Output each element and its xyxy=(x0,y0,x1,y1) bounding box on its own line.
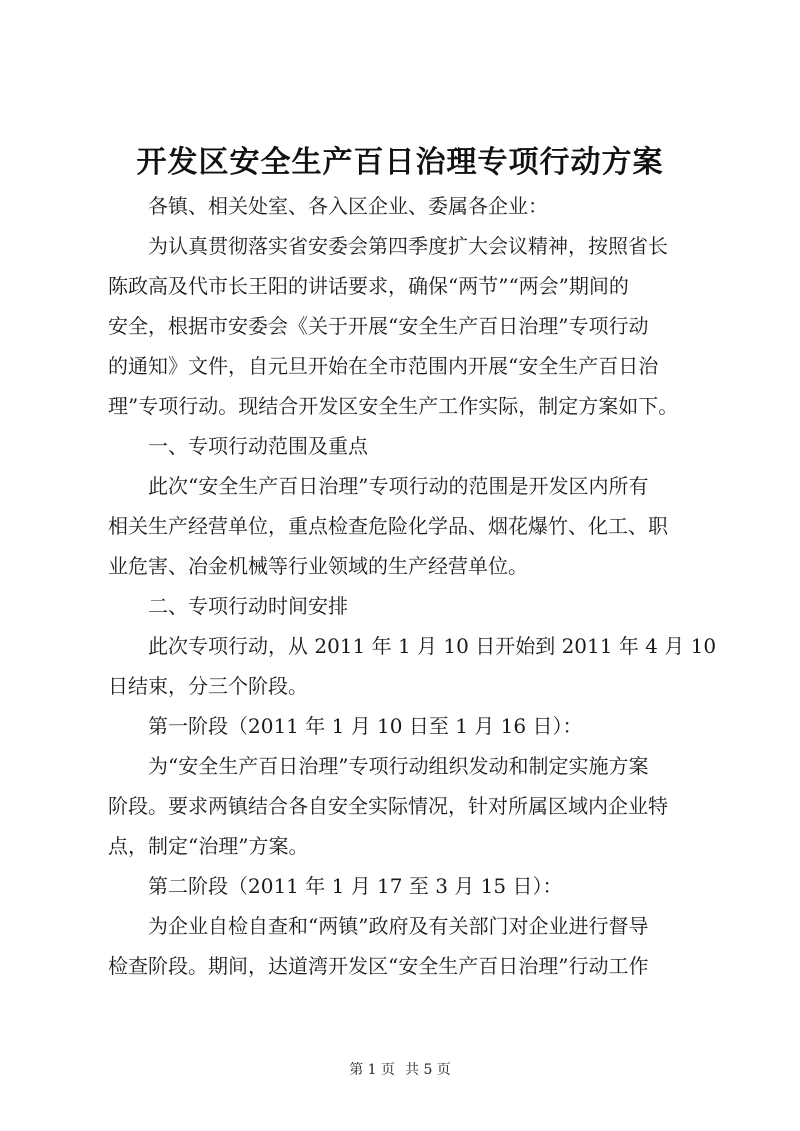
body-line: 二、专项行动时间安排 xyxy=(148,594,348,618)
body-line: 一、专项行动范围及重点 xyxy=(148,434,368,458)
body-line: 各镇、相关处室、各入区企业、委属各企业： xyxy=(148,194,548,218)
body-line: 此次“安全生产百日治理”专项行动的范围是开发区内所有 xyxy=(148,474,649,498)
body-line: 安全，根据市安委会《关于开展“安全生产百日治理”专项行动 xyxy=(108,314,649,338)
body-line: 阶段。要求两镇结合各自安全实际情况，针对所属区域内企业特 xyxy=(108,794,668,818)
body-line: 检查阶段。期间，达道湾开发区“安全生产百日治理”行动工作 xyxy=(108,954,649,978)
page-number: 第 1 页 xyxy=(349,1062,395,1078)
body-line: 第二阶段（2011 年 1 月 17 至 3 月 15 日）： xyxy=(148,874,563,898)
body-line: 为企业自检自查和“两镇”政府及有关部门对企业进行督导 xyxy=(148,914,649,938)
document-title: 开发区安全生产百日治理专项行动方案 xyxy=(136,145,664,180)
body-line: 点，制定“治理”方案。 xyxy=(108,834,309,858)
document-body xyxy=(108,186,717,986)
body-line: 的通知》文件，自元旦开始在全市范围内开展“安全生产百日治 xyxy=(108,354,659,378)
body-line: 理”专项行动。现结合开发区安全生产工作实际，制定方案如下。 xyxy=(108,394,679,418)
page-total: 共 5 页 xyxy=(405,1062,451,1078)
body-line: 相关生产经营单位，重点检查危险化学品、烟花爆竹、化工、职 xyxy=(108,514,668,538)
body-line: 此次专项行动，从 2011 年 1 月 10 日开始到 2011 年 4 月 10 xyxy=(148,634,717,658)
body-line: 业危害、冶金机械等行业领域的生产经营单位。 xyxy=(108,554,528,578)
body-line: 陈政高及代市长王阳的讲话要求，确保“两节”“两会”期间的 xyxy=(108,274,629,298)
page-footer xyxy=(0,1060,800,1080)
body-line: 为认真贯彻落实省安委会第四季度扩大会议精神，按照省长 xyxy=(148,234,668,258)
body-line: 日结束，分三个阶段。 xyxy=(108,674,308,698)
body-line: 为“安全生产百日治理”专项行动组织发动和制定实施方案 xyxy=(148,754,649,778)
body-line: 第一阶段（2011 年 1 月 10 日至 1 月 16 日）： xyxy=(148,714,583,738)
